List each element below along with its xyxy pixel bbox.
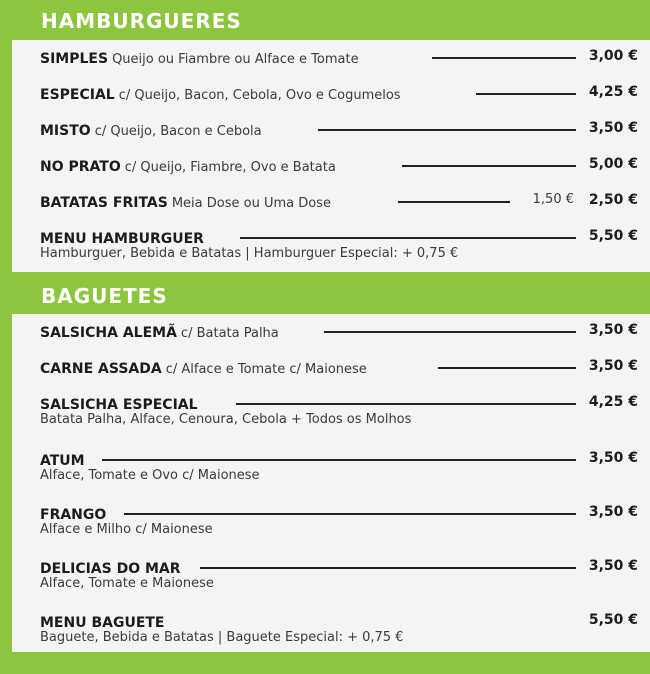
- menu-item: [40, 504, 640, 544]
- leader-line: [124, 513, 576, 515]
- leader-line: [438, 367, 576, 369]
- leader-line: [476, 93, 576, 95]
- leader-line: [324, 331, 576, 333]
- item-price: 5,50 €: [588, 228, 638, 244]
- item-price: 5,50 €: [588, 612, 638, 628]
- leader-line: [432, 57, 576, 59]
- section-title: BAGUETES: [41, 284, 168, 308]
- item-price: 4,25 €: [588, 394, 638, 410]
- item-description: Meia Dose ou Uma Dose: [171, 196, 331, 211]
- item-name: FRANGO: [40, 507, 107, 523]
- section-title: HAMBURGUERES: [41, 9, 242, 33]
- leader-line: [402, 165, 576, 167]
- menu-item: [40, 48, 640, 88]
- item-name: NO PRATO: [40, 159, 121, 175]
- item-price: 3,50 €: [588, 504, 638, 520]
- leader-line: [318, 129, 576, 131]
- item-subtext: Alface, Tomate e Ovo c/ Maionese: [40, 468, 260, 483]
- item-description: c/ Queijo, Bacon, Cebola, Ovo e Cogumelos: [118, 88, 401, 103]
- section-header-hamburgueres: [0, 0, 650, 42]
- item-description: c/ Queijo, Fiambre, Ovo e Batata: [124, 160, 336, 175]
- leader-line: [398, 201, 510, 203]
- menu-item: [40, 156, 640, 196]
- item-name: CARNE ASSADA: [40, 361, 162, 377]
- item-name: MENU BAGUETE: [40, 615, 165, 631]
- item-description: Queijo ou Fiambre ou Alface e Tomate: [112, 52, 359, 67]
- menu-item: [40, 358, 640, 398]
- item-subtext: Batata Palha, Alface, Cenoura, Cebola + Todos os Molhos: [40, 412, 412, 427]
- item-price-small: 1,50 €: [532, 192, 574, 207]
- left-green-border: [0, 0, 12, 674]
- bottom-green-border: [0, 652, 650, 674]
- item-name: MENU HAMBURGUER: [40, 231, 204, 247]
- menu-item: [40, 322, 640, 362]
- item-description: c/ Alface e Tomate c/ Maionese: [165, 362, 367, 377]
- section-header-baguetes: [0, 272, 650, 314]
- leader-line: [240, 237, 576, 239]
- item-price: 2,50 €: [588, 192, 638, 208]
- item-price: 3,00 €: [588, 48, 638, 64]
- item-name: SIMPLES: [40, 51, 109, 67]
- item-price: 4,25 €: [588, 84, 638, 100]
- menu-item: [40, 558, 640, 598]
- menu-item: [40, 394, 640, 434]
- menu-item: [40, 120, 640, 160]
- menu-item: [40, 450, 640, 490]
- item-price: 3,50 €: [588, 558, 638, 574]
- item-subtext: Alface e Milho c/ Maionese: [40, 522, 213, 537]
- leader-line: [236, 403, 576, 405]
- item-price: 3,50 €: [588, 322, 638, 338]
- item-description: c/ Queijo, Bacon e Cebola: [94, 124, 262, 139]
- leader-line: [200, 567, 576, 569]
- item-name: BATATAS FRITAS: [40, 195, 168, 211]
- item-price: 3,50 €: [588, 450, 638, 466]
- item-name: SALSICHA ALEMÃ: [40, 325, 177, 341]
- item-price: 5,00 €: [588, 156, 638, 172]
- item-name: ESPECIAL: [40, 87, 115, 103]
- item-price: 3,50 €: [588, 358, 638, 374]
- item-name: MISTO: [40, 123, 91, 139]
- menu-item: [40, 84, 640, 124]
- item-subtext: Hamburguer, Bebida e Batatas | Hamburguer Especial: + 0,75 €: [40, 246, 459, 261]
- item-name: SALSICHA ESPECIAL: [40, 397, 198, 413]
- menu-item: [40, 192, 640, 232]
- menu-item: [40, 228, 640, 268]
- item-price: 3,50 €: [588, 120, 638, 136]
- item-name: ATUM: [40, 453, 85, 469]
- leader-line: [102, 459, 576, 461]
- item-subtext: Alface, Tomate e Maionese: [40, 576, 214, 591]
- menu-item: [40, 612, 640, 652]
- item-subtext: Baguete, Bebida e Batatas | Baguete Especial: + 0,75 €: [40, 630, 404, 645]
- item-name: DELICIAS DO MAR: [40, 561, 181, 577]
- item-description: c/ Batata Palha: [180, 326, 279, 341]
